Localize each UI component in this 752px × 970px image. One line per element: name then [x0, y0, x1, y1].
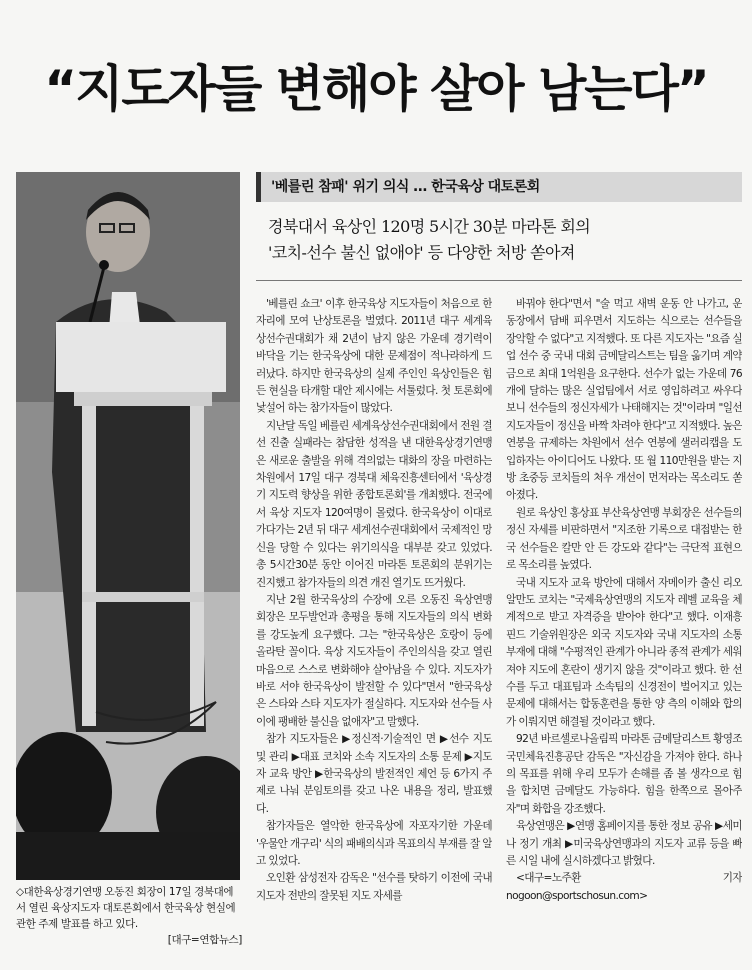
- headline: “지도자들 변해야 살아 남는다”: [44, 60, 708, 118]
- paragraph: 바꿔야 한다"면서 "술 먹고 새벽 운동 안 나가고, 운동장에서 담배 피우면서 지도하는 식으로는 선수들을 장악할 수 없다"고 지적했다. 또 다른 지도자는 "요즘 실업 선수 중 국내 대회 금메달리스트는 팀을 옮기며 계약금으로 최대 1억원을 요구한다. 선수가 없는 가운데 76개에 달하는 많은 실업팀에서 서로 영입하려고 싸우다보니 선수들의 정신자세가 나태해지는 것"이라며 "일선 지도자들이 정신을 바짝 차려야 한다"고 지적했다. 높은 연봉을 규제하는 차원에서 선수 연봉에 샐러리캡을 도입하자는 아이디어도 나왔다. 또 월 110만원을 받는 지방 초중등 코치들의 처우 개선이 먼저라는 목소리도 쏟아졌다.: [506, 298, 742, 502]
- paragraph: 지난 2월 한국육상의 수장에 오른 오동진 육상연맹 회장은 모두발언과 총평을 통해 지도자들의 의식 변화를 강도높게 요구했다. 그는 "한국육상은 호랑이 등에 올라탄 꼴이다. 육상 지도자들이 주인의식을 갖고 열린 마음으로 스스로 변화해야 살아남을 수 있다. 지도자가 바로 서야 한국육상이 발전할 수 있다"면서 "한국육상은 스타와 스타 지도자가 절실하다. 지도자와 선수들 사이에 팽배한 불신을 없애자"고 말했다.: [256, 593, 492, 728]
- subheads: [268, 214, 738, 266]
- article-column-1: [256, 296, 492, 936]
- paragraph: 오인환 삼성전자 감독은 "선수를 탓하기 이전에 국내 지도자 전반의 잘못된 지도 자세를: [256, 872, 492, 902]
- article-column-2: [506, 296, 742, 936]
- paragraph: '베를린 쇼크' 이후 한국육상 지도자들이 처음으로 한 자리에 모여 난상토론을 벌였다. 2011년 대구 세계육상선수권대회가 채 2년이 남지 않은 가운데 경기력이 바닥을 기는 한국육상에 대한 문제점이 적나라하게 드러났다. 하지만 한국육상의 실제 주인인 육상인들은 힘든 현실을 타개할 대안 제시에는 서툴렀다. 첫 토론회에 낯설어 하는 참가자들이 많았다.: [256, 298, 492, 415]
- paragraph: 지난달 독일 베를린 세계육상선수권대회에서 전원 결선 진출 실패라는 참담한 성적을 낸 대한육상경기연맹은 새로운 출발을 위해 격의없는 대화의 장을 마련하는 차원에서 17일 대구 경북대 체육진흥센터에서 '육상경기 지도력 향상을 위한 종합토론회'를 개최했다. 전국에서 육상 지도자 120여명이 몰렸다. 한국육상이 이대로 가다가는 2년 뒤 대구 세계선수권대회에서 국제적인 망신을 당할 수 있다는 위기의식을 대부분 갖고 있었다. 총 5시간30분 동안 이어진 마라톤 토론회의 분위기는 진지했고 참가자들의 의견 개진 열기도 뜨거웠다.: [256, 419, 492, 589]
- byline: <대구=노주환 기자 nogoon@sportschosun.com>: [506, 872, 742, 902]
- article-photo: [16, 172, 240, 880]
- paragraph: 육상연맹은 ▶연맹 홈페이지를 통한 정보 공유 ▶세미나 정기 개최 ▶미국육상연맹과의 지도자 교류 등을 빠른 시일 내에 실시하겠다고 밝혔다.: [506, 820, 742, 867]
- paragraph: 참가 지도자들은 ▶정신적·기술적인 면 ▶선수 지도 및 관리 ▶대표 코치와 소속 지도자의 소통 문제 ▶지도자 교육 방안 ▶한국육상의 발전적인 제언 등 6가지 주제로 나눠 분임토의를 갖고 나온 내용을 정리, 발표했다.: [256, 733, 492, 815]
- paragraph: 참가자들은 열악한 한국육상에 자포자기한 가운데 '우물안 개구리' 식의 패배의식과 목표의식 부재를 잘 알고 있었다.: [256, 820, 492, 867]
- subhead-2: '코치-선수 불신 없애야' 등 다양한 처방 쏟아져: [268, 243, 575, 262]
- paragraph: 92년 바르셀로나올림픽 마라톤 금메달리스트 황영조 국민체육진흥공단 감독은 "자신감을 가져야 한다. 하나의 목표를 위해 우리 모두가 손해를 좀 볼 생각으로 힘을 합치면 금메달도 가능하다. 힘을 한쪽으로 몰아주자"며 화합을 강조했다.: [506, 733, 742, 815]
- photo-caption: [16, 884, 242, 948]
- speaker-at-podium-image: [16, 172, 240, 880]
- paragraph: 국내 지도자 교육 방안에 대해서 자메이카 출신 리오 알만도 코치는 "국제육상연맹의 지도자 레벨 교육을 체계적으로 받고 자격증을 받아야 한다"고 했다. 이재흥 핀드 기술위원장은 외국 지도자와 국내 지도자의 소통 부재에 대해 "수평적인 관계가 아니라 종적 관계가 세워져야 지도에 혼란이 생기지 않을 것"이라고 했다. 한 선수를 두고 대표팀과 소속팀의 신경전이 벌어지고 있는 문제에 대해서는 합동훈련을 통한 양 측의 이해와 합의가 이뤄지면 해결될 것이라고 했다.: [506, 576, 742, 728]
- subhead-1: 경북대서 육상인 120명 5시간 30분 마라톤 회의: [268, 217, 591, 236]
- photo-credit: [대구=연합뉴스]: [167, 934, 242, 946]
- caption-text: ◇대한육상경기연맹 오동진 회장이 17일 경북대에서 열린 육상지도자 대토론회에서 한국육상 현실에 관한 주제 발표를 하고 있다.: [16, 886, 236, 930]
- divider: [256, 280, 742, 281]
- kicker-banner: '베를린 참패' 위기 의식 … 한국육상 대토론회: [256, 172, 742, 202]
- paragraph: 원로 육상인 홍상표 부산육상연맹 부회장은 선수들의 정신 자세를 비판하면서 "지조한 기록으로 대접받는 한국 선수들은 칼만 안 든 강도와 같다"는 극단적 표현으로 목소리를 높였다.: [506, 506, 742, 572]
